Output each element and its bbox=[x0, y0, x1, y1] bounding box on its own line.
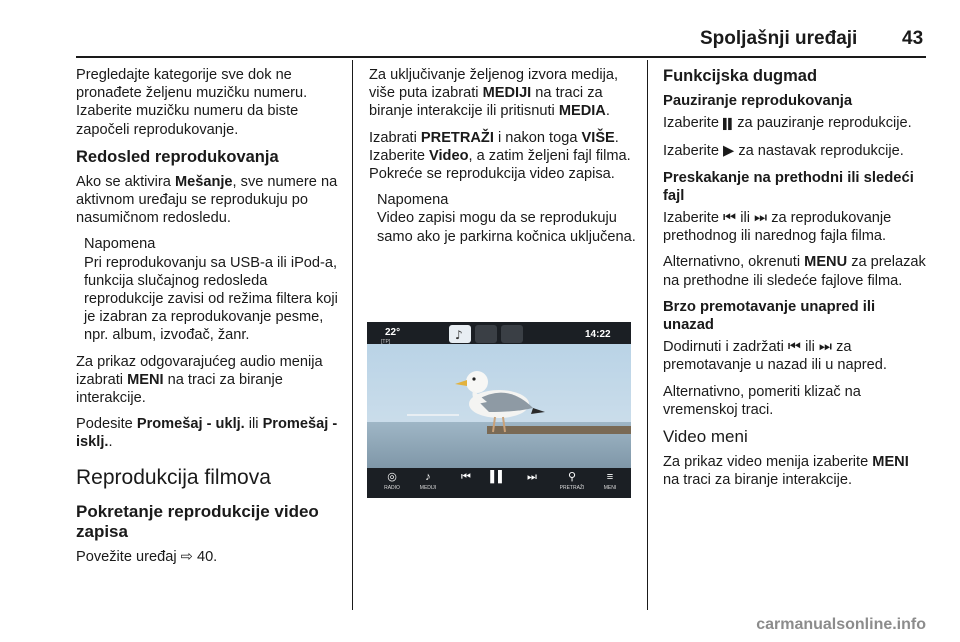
media-paragraph: Za uključivanje željenog izvora medija, više puta izabrati MEDIJI na traci za biranje interakcije ili pritisnuti MEDIA. bbox=[369, 67, 619, 120]
heading-start-video: Pokretanje reprodukcije video zapisa bbox=[76, 501, 319, 541]
previous-glyph-icon: ⏮ bbox=[723, 210, 737, 227]
heading-pause: Pauziranje reprodukovanja bbox=[663, 93, 853, 109]
next-glyph-icon: ⏭ bbox=[754, 210, 768, 227]
seagull-image bbox=[437, 362, 547, 442]
heading-video-menu: Video meni bbox=[663, 427, 748, 447]
header-rule bbox=[76, 56, 926, 58]
tp-indicator: [TP] bbox=[381, 339, 391, 345]
watermark: carmanualsonline.info bbox=[756, 616, 926, 633]
heading-playback-order: Redosled reprodukovanja bbox=[76, 147, 279, 166]
page-reference: ⇨ 40. bbox=[180, 548, 218, 565]
clock: 14:22 bbox=[585, 329, 611, 340]
infotainment-screen-image bbox=[367, 322, 631, 498]
previous-icon[interactable]: ⏮ bbox=[461, 471, 471, 483]
menu-label: MENI bbox=[603, 485, 617, 491]
note-title: Napomena bbox=[377, 192, 449, 209]
progress-track[interactable] bbox=[407, 414, 459, 416]
page-number: 43 bbox=[902, 28, 924, 49]
search-label: PRETRAŽI bbox=[559, 485, 585, 491]
next-icon[interactable]: ⏭ bbox=[527, 471, 537, 483]
search-icon[interactable]: ⚲ bbox=[567, 471, 577, 483]
note-text: Pri reprodukovanju sa USB-a ili iPod-a, funkcija slučajnog redosleda reprodukcije zavisi od režima filtera koji je izabran za reprodukovanje pesme, npr. album, izvođač, žanr. bbox=[84, 254, 338, 344]
intro-paragraph: Pregledajte kategorije sve dok ne pronađete željenu muzičku numeru. Izaberite muzičku numeru da biste započeli reprodukovanje. bbox=[76, 67, 308, 138]
skip-paragraph: Izaberite ⏮ ili ⏭ za reprodukovanje prethodnog ili narednog fajla filma. bbox=[663, 210, 892, 245]
tab-video[interactable] bbox=[501, 325, 523, 343]
next-glyph-icon: ⏭ bbox=[818, 339, 833, 356]
video-menu-paragraph: Za prikaz video menija izaberite MENI na traci za biranje interakcije. bbox=[663, 454, 909, 489]
skip-alt-paragraph: Alternativno, okrenuti MENU za prelazak na prethodne ili sledeće fajlove filma. bbox=[663, 254, 926, 289]
connect-paragraph: Povežite uređaj ⇨ 40. bbox=[76, 548, 218, 565]
column-2 bbox=[369, 66, 637, 254]
tab-photo[interactable] bbox=[475, 325, 497, 343]
column-3 bbox=[663, 66, 929, 497]
note-title: Napomena bbox=[84, 236, 156, 253]
menu-icon[interactable]: ≡ bbox=[606, 471, 614, 483]
menu-paragraph: Za prikaz odgovarajućeg audio menija izabrati MENI na traci za biranje interakcije. bbox=[76, 353, 323, 407]
pause-glyph-icon: ▌▌ bbox=[723, 119, 734, 131]
temperature: 22° bbox=[385, 327, 401, 338]
column-divider-2 bbox=[647, 60, 648, 610]
note-box-1 bbox=[84, 235, 344, 344]
tab-music[interactable] bbox=[449, 325, 471, 343]
media-label: MEDIJI bbox=[419, 485, 437, 491]
resume-paragraph: Izaberite ▶ za nastavak reprodukcije. bbox=[663, 143, 904, 160]
heading-function-buttons: Funkcijska dugmad bbox=[663, 67, 818, 85]
column-divider-1 bbox=[352, 60, 353, 610]
column-1 bbox=[76, 66, 344, 574]
media-icon[interactable]: ♪ bbox=[425, 471, 431, 483]
shuffle-paragraph: Ako se aktivira Mešanje, sve numere na aktivnom uređaju se reprodukuju po nasumičnom redosledu. bbox=[76, 173, 338, 227]
svg-text:♪: ♪ bbox=[455, 328, 463, 342]
note-box-2 bbox=[377, 191, 637, 246]
search-paragraph: Izabrati PRETRAŽI i nakon toga VIŠE. Izaberite Video, a zatim željeni fajl filma. Pokreće se reprodukcija video zapisa. bbox=[369, 129, 631, 183]
pause-paragraph: Izaberite ▌▌ za pauziranje reprodukcije. bbox=[663, 115, 912, 132]
ff-alt-paragraph: Alternativno, pomeriti klizač na vremenskoj traci. bbox=[663, 383, 861, 418]
heading-skip: Preskakanje na prethodni ili sledeći fajl bbox=[663, 169, 914, 204]
ff-paragraph: Dodirnuti i zadržati ⏮ ili ⏭ za premotavanje u nazad ili u napred. bbox=[663, 339, 887, 374]
note-text: Video zapisi mogu da se reprodukuju samo ako je parkirna kočnica uključena. bbox=[377, 210, 636, 245]
previous-glyph-icon: ⏮ bbox=[787, 339, 802, 356]
set-shuffle-paragraph: Podesite Promešaj - uklj. ili Promešaj - isklj.. bbox=[76, 416, 338, 451]
heading-fast-forward: Brzo premotavanje unapred ili unazad bbox=[663, 298, 876, 334]
page-header-title: Spoljašnji uređaji bbox=[700, 28, 858, 49]
radio-icon[interactable]: ◎ bbox=[387, 471, 397, 483]
heading-movie-playback: Reprodukcija filmova bbox=[76, 465, 271, 489]
play-glyph-icon: ▶ bbox=[723, 143, 735, 160]
radio-label: RADIO bbox=[384, 485, 400, 491]
pause-icon[interactable]: ▌▌ bbox=[490, 471, 506, 483]
